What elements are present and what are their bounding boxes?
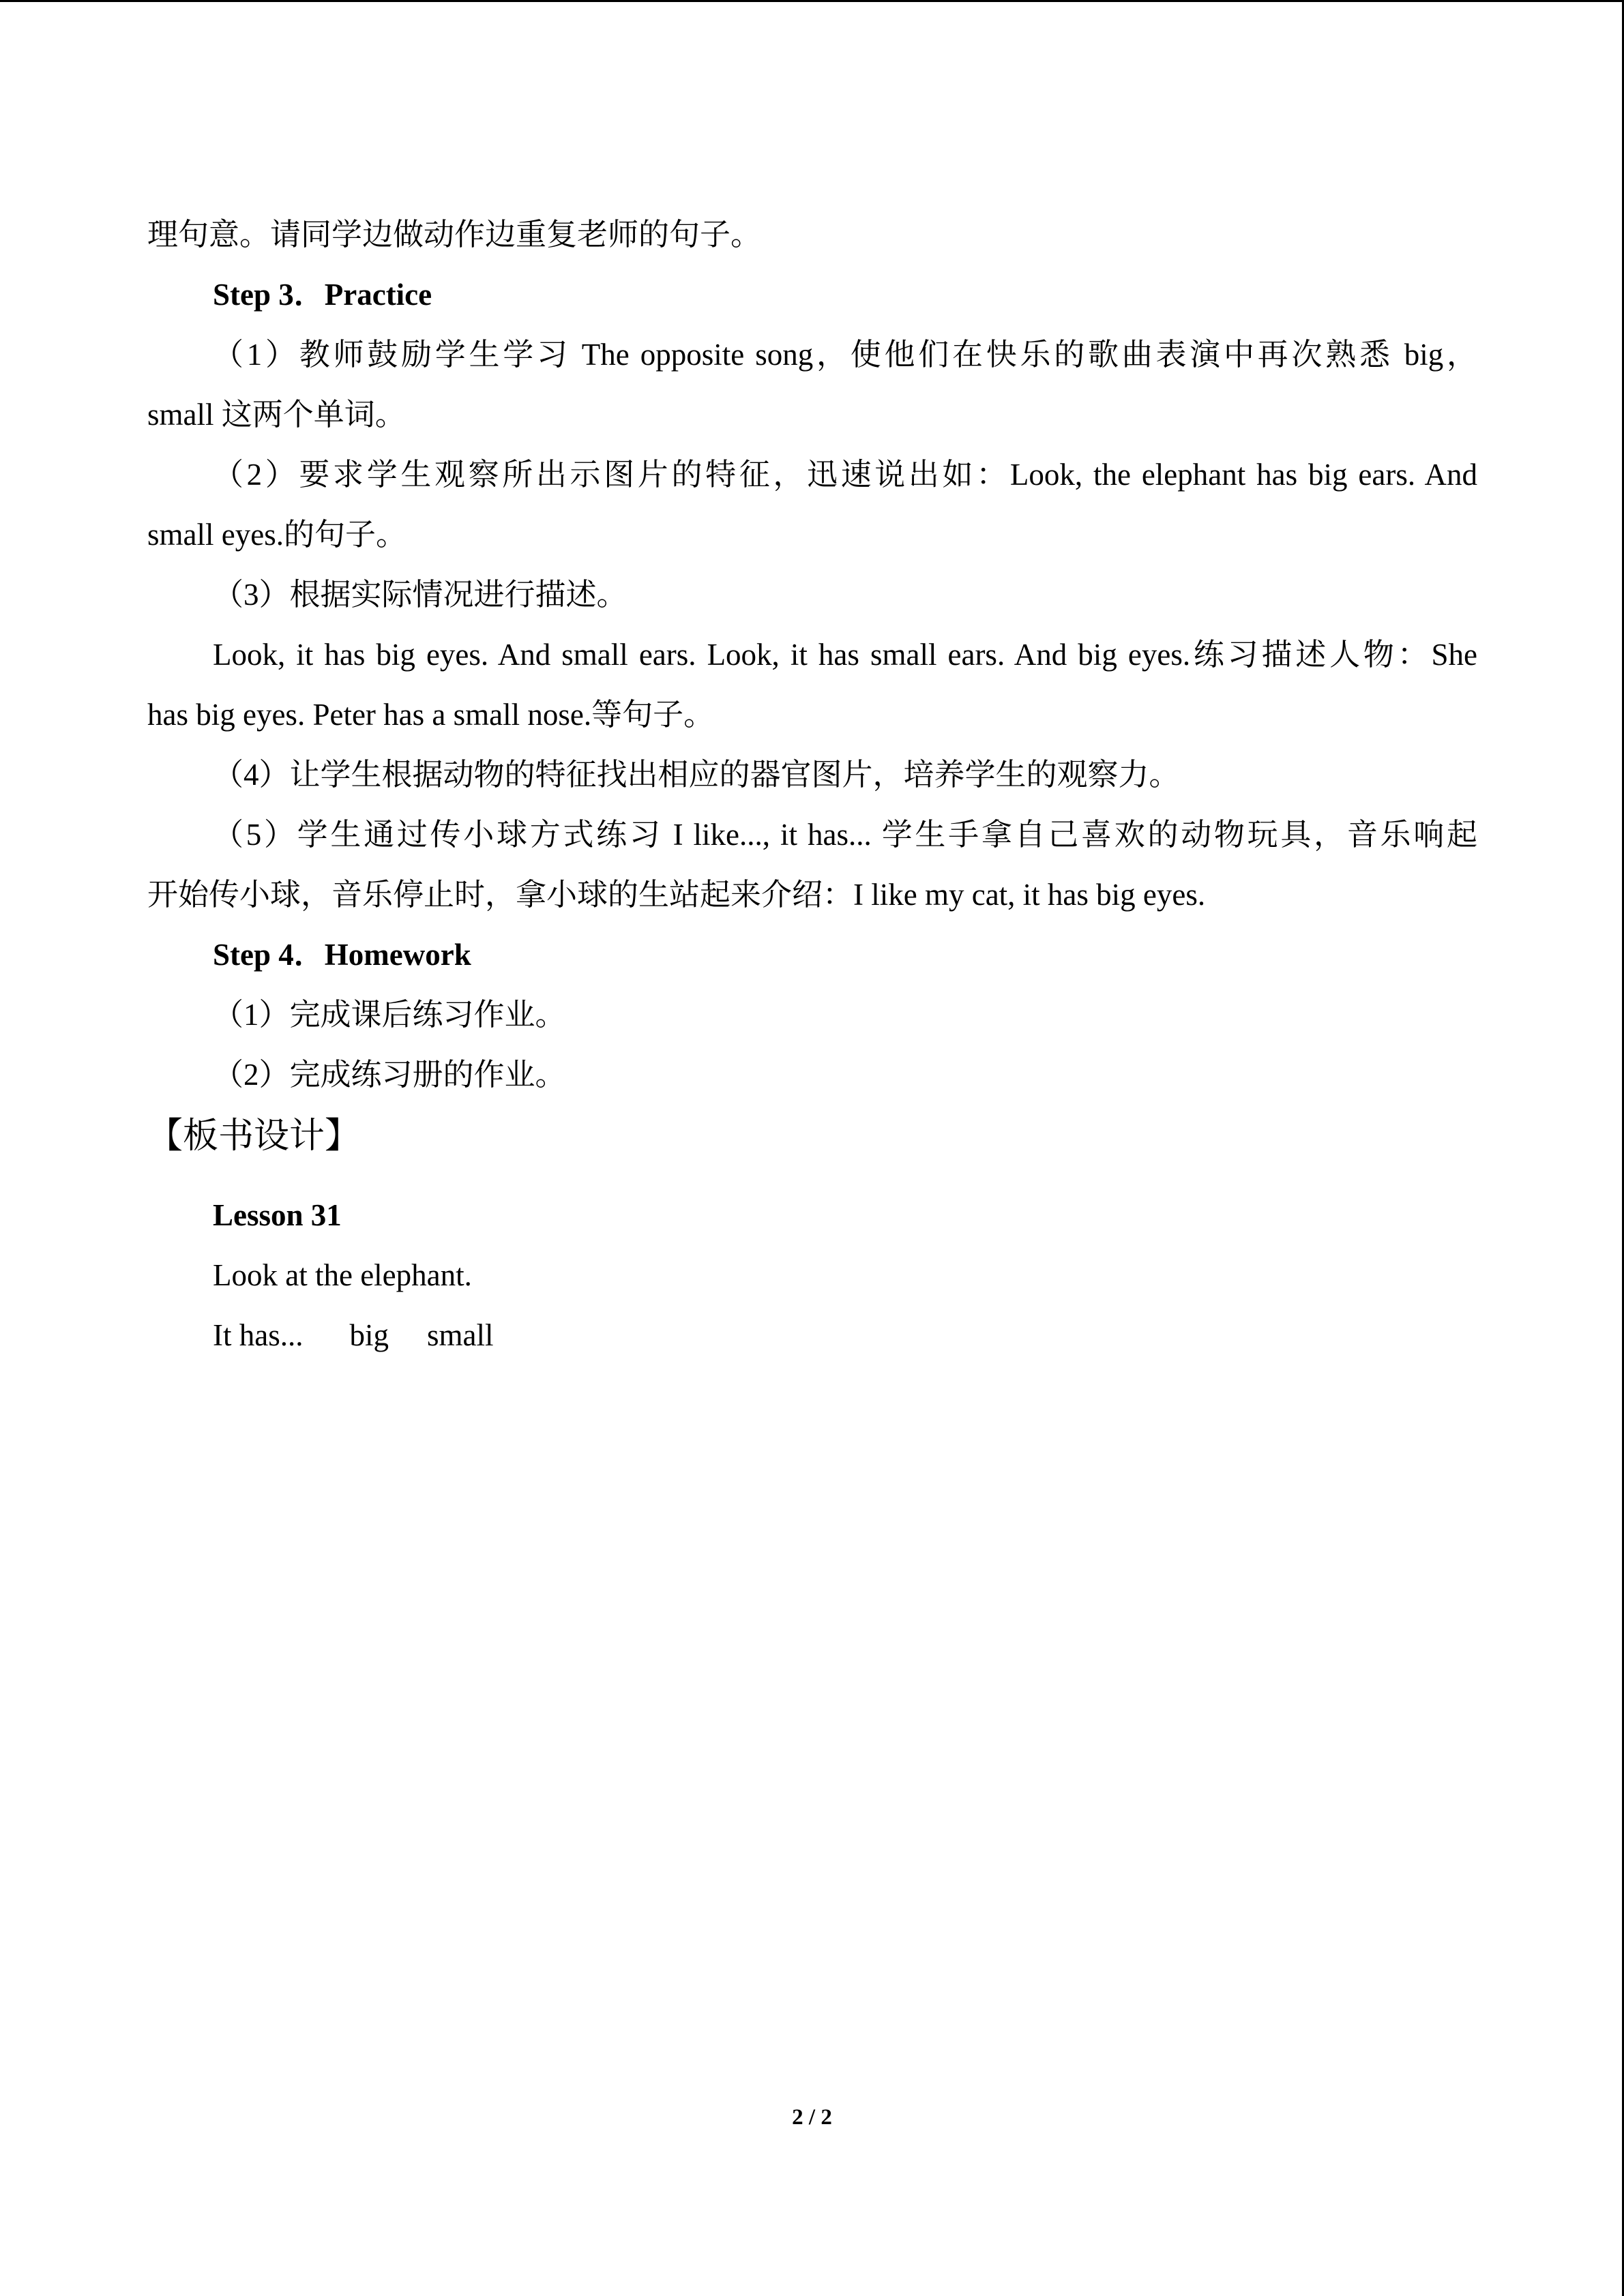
board-design-title: 【板书设计】	[147, 1116, 361, 1157]
practice-item-1-line-2: small 这两个单词。	[147, 398, 406, 432]
practice-item-2-line-2: small eyes.的句子。	[147, 518, 407, 552]
board-line-1: Look at the elephant.	[213, 1258, 472, 1292]
practice-item-3: （3）根据实际情况进行描述。	[213, 578, 628, 612]
practice-item-3-example-line-2: has big eyes. Peter has a small nose.等句子。	[147, 698, 715, 732]
board-lesson-title: Lesson 31	[213, 1198, 342, 1232]
practice-item-5-line-1: （5）学生通过传小球方式练习 I like..., it has... 学生手拿自己喜欢的动物玩具，音乐响起	[213, 818, 1477, 852]
page-border-top	[0, 0, 1624, 2]
document-body	[147, 205, 1477, 1365]
practice-item-2-line-1: （2）要求学生观察所出示图片的特征，迅速说出如：Look, the elephant has big ears. And	[213, 458, 1477, 492]
homework-item-1: （1）完成课后练习作业。	[213, 998, 566, 1032]
board-word-small: small	[427, 1318, 494, 1352]
board-design	[147, 1185, 1477, 1365]
board-line-2-prefix: It has...	[213, 1318, 304, 1352]
step3-heading: Step 3．Practice	[213, 278, 432, 312]
homework-item-2: （2）完成练习册的作业。	[213, 1058, 566, 1092]
page-number: 2 / 2	[792, 2105, 832, 2130]
practice-item-4: （4）让学生根据动物的特征找出相应的器官图片，培养学生的观察力。	[213, 758, 1180, 792]
practice-item-1-line-1: （1）教师鼓励学生学习 The opposite song，使他们在快乐的歌曲表演中再次熟悉 big，	[213, 338, 1477, 372]
step4-heading: Step 4．Homework	[213, 938, 471, 972]
practice-item-5-line-2: 开始传小球，音乐停止时，拿小球的生站起来介绍：I like my cat, it has big eyes.	[147, 878, 1206, 912]
board-line-2	[147, 1305, 1477, 1365]
board-word-big: big	[349, 1318, 389, 1352]
paragraph-continuation: 理句意。请同学边做动作边重复老师的句子。	[147, 218, 762, 252]
practice-item-3-example-line-1: Look, it has big eyes. And small ears. Look, it has small ears. And big eyes.练习描述人物：She	[213, 638, 1477, 672]
